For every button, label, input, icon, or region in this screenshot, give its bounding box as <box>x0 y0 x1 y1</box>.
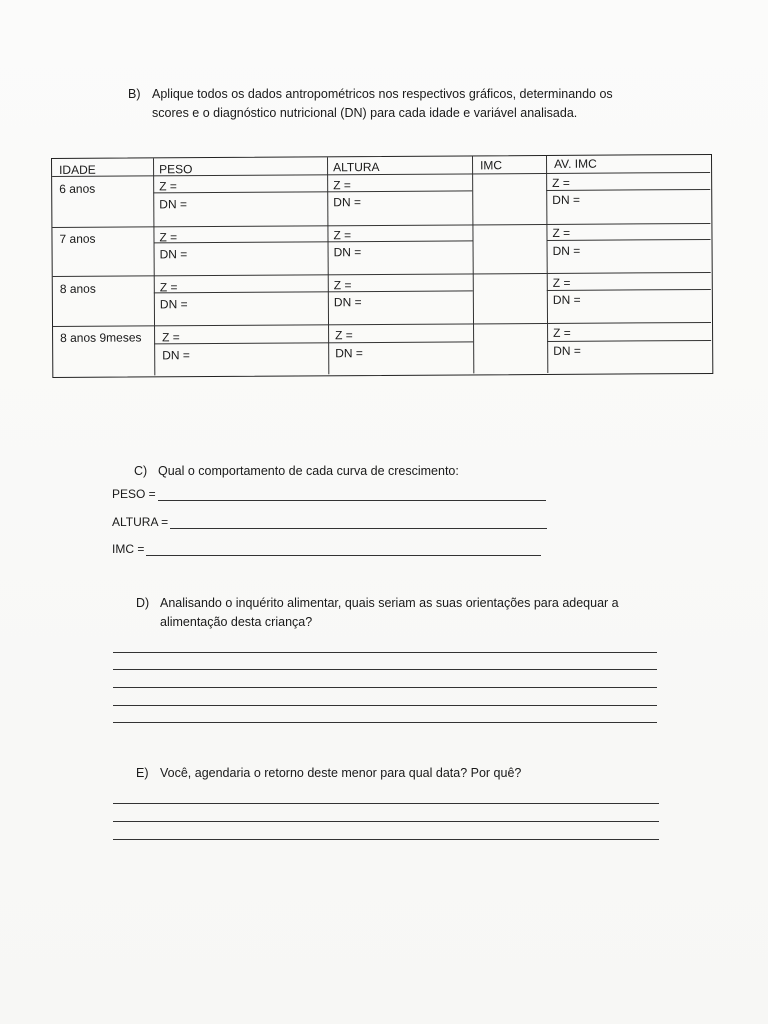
question-d <box>136 594 619 632</box>
imc-answer-label: IMC = <box>112 542 145 556</box>
question-b-line1: Aplique todos os dados antropométricos nos respectivos gráficos, determinando os <box>152 87 613 101</box>
question-e-answer-line[interactable] <box>113 803 659 804</box>
peso-dn: DN = <box>159 197 188 212</box>
question-d-answer-line[interactable] <box>113 687 657 688</box>
header-idade: IDADE <box>59 162 96 177</box>
altura-dn: DN = <box>333 245 362 260</box>
altura-z: Z = <box>333 228 352 243</box>
row-age: 8 anos 9meses <box>60 330 142 345</box>
question-d-letter: D) <box>136 596 150 610</box>
av-imc-dn: DN = <box>553 343 581 358</box>
av-imc-z: Z = <box>552 225 571 240</box>
question-b <box>128 85 613 123</box>
peso-z: Z = <box>159 280 178 295</box>
question-b-line2: scores e o diagnóstico nutricional (DN) para cada idade e variável analisada. <box>152 106 578 120</box>
question-c-line1: Qual o comportamento de cada curva de crescimento: <box>158 464 459 478</box>
question-e-answer-line[interactable] <box>113 839 659 840</box>
av-imc-z: Z = <box>552 175 570 190</box>
av-imc-z: Z = <box>552 275 571 290</box>
peso-z: Z = <box>159 230 178 245</box>
peso-answer-line[interactable] <box>158 488 546 501</box>
av-imc-dn: DN = <box>552 292 581 307</box>
question-b-text <box>152 85 613 123</box>
question-d-answer-line[interactable] <box>113 669 657 670</box>
question-d-line1: Analisando o inquérito alimentar, quais seriam as suas orientações para adequar a <box>160 596 619 610</box>
anthropometric-table <box>51 154 713 378</box>
altura-dn: DN = <box>333 195 362 210</box>
question-d-answer-line[interactable] <box>113 652 657 653</box>
question-d-answer-line[interactable] <box>113 705 657 706</box>
peso-z: Z = <box>159 179 177 194</box>
peso-z: Z = <box>162 330 180 345</box>
question-d-text <box>160 594 619 632</box>
altura-z: Z = <box>333 278 352 293</box>
question-e-answer-line[interactable] <box>113 821 659 822</box>
altura-z: Z = <box>333 178 351 193</box>
peso-answer-field[interactable] <box>112 487 546 501</box>
altura-answer-field[interactable] <box>112 515 547 529</box>
question-d-answer-line[interactable] <box>113 722 657 723</box>
altura-answer-label: ALTURA = <box>112 515 169 529</box>
altura-answer-line[interactable] <box>170 516 547 529</box>
av-imc-z: Z = <box>553 325 571 340</box>
row-age: 7 anos <box>59 231 96 246</box>
question-e-text <box>160 764 521 783</box>
question-b-letter: B) <box>128 87 141 101</box>
row-age: 8 anos <box>59 281 96 296</box>
header-peso: PESO <box>159 162 193 177</box>
altura-dn: DN = <box>335 346 363 361</box>
question-e-line1: Você, agendaria o retorno deste menor para qual data? Por quê? <box>160 766 522 780</box>
imc-answer-field[interactable] <box>112 542 541 556</box>
question-e-letter: E) <box>136 766 149 780</box>
question-c-letter: C) <box>134 464 148 478</box>
question-d-line2: alimentação desta criança? <box>160 615 313 629</box>
question-e <box>136 764 521 783</box>
row-age: 6 anos <box>59 181 96 196</box>
av-imc-dn: DN = <box>552 243 581 258</box>
peso-dn: DN = <box>159 297 188 312</box>
altura-z: Z = <box>335 328 353 343</box>
imc-answer-line[interactable] <box>146 543 541 556</box>
header-av-imc: AV. IMC <box>554 156 597 171</box>
question-c <box>134 462 459 481</box>
av-imc-dn: DN = <box>552 192 580 207</box>
peso-answer-label: PESO = <box>112 487 156 501</box>
altura-dn: DN = <box>333 295 362 310</box>
question-c-text <box>158 462 459 481</box>
peso-dn: DN = <box>162 348 190 363</box>
header-altura: ALTURA <box>333 159 380 175</box>
peso-dn: DN = <box>159 247 188 262</box>
header-imc: IMC <box>480 158 503 173</box>
